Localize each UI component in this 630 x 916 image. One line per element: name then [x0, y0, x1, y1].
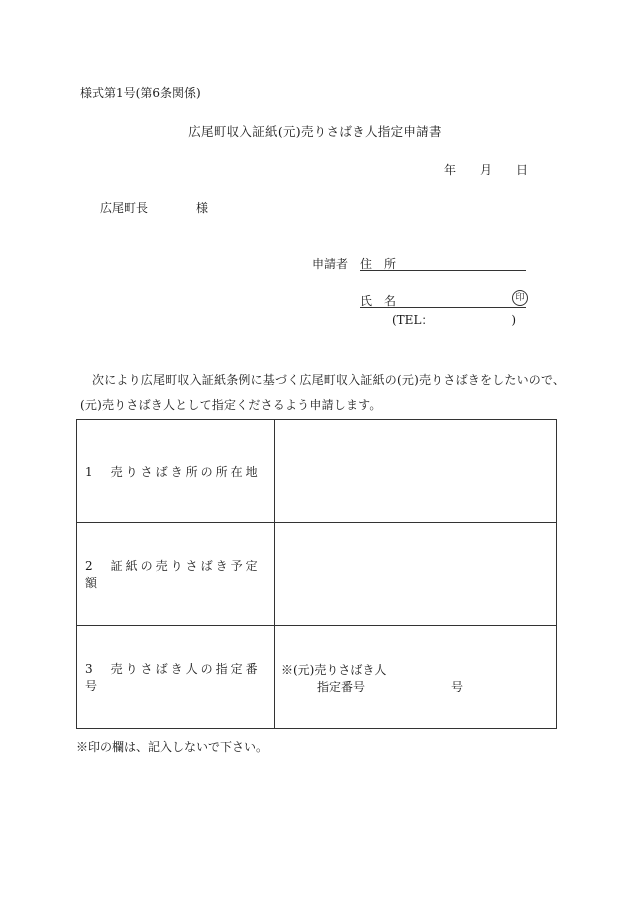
addressee-honorific: 様 — [196, 201, 209, 215]
body-text-line-1: 次により広尾町収入証紙条例に基づく広尾町収入証紙の(元)売りさばきをしたいので、 — [92, 373, 566, 387]
table-row — [77, 420, 557, 523]
addressee — [100, 199, 208, 216]
row-label-location: 1 売りさばき所の所在地 — [77, 420, 275, 523]
document-title: 広尾町収入証紙(元)売りさばき人指定申請書 — [188, 124, 442, 139]
designation-suffix: 号 — [451, 680, 464, 694]
designation-line-2 — [281, 679, 463, 696]
application-table — [76, 419, 557, 729]
designation-number-cell — [275, 626, 557, 729]
location-value-cell[interactable] — [275, 420, 557, 523]
footnote: ※印の欄は、記入しないで下さい。 — [76, 740, 269, 754]
table-row — [77, 626, 557, 729]
tel-open: (TEL： — [392, 313, 428, 327]
name-field-line[interactable] — [360, 307, 526, 308]
date-month-label: 月 — [480, 163, 493, 177]
body-text-line-2: (元)売りさばき人として指定くださるよう申請します。 — [80, 398, 382, 412]
designation-line-1: ※(元)売りさばき人 — [281, 663, 387, 677]
date-day-label: 日 — [516, 163, 529, 177]
table-row — [77, 523, 557, 626]
form-number: 様式第1号(第6条関係) — [80, 86, 201, 100]
designation-number-label: 指定番号 — [317, 680, 366, 694]
address-label: 住 所 — [360, 257, 397, 271]
name-label: 氏 名 — [360, 294, 397, 308]
applicant-label: 申請者 — [312, 257, 349, 271]
addressee-name: 広尾町長 — [100, 201, 149, 215]
tel-close: ) — [511, 313, 517, 327]
designation-number-text — [281, 662, 463, 696]
date-year-label: 年 — [444, 163, 457, 177]
tel-field[interactable] — [392, 311, 516, 328]
address-field-line[interactable] — [360, 270, 526, 271]
row-label-designation-number: 3 売りさばき人の指定番号 — [77, 626, 275, 729]
planned-amount-value-cell[interactable] — [275, 523, 557, 626]
seal-mark: 印 — [512, 290, 528, 306]
row-label-planned-amount: 2 証紙の売りさばき予定額 — [77, 523, 275, 626]
